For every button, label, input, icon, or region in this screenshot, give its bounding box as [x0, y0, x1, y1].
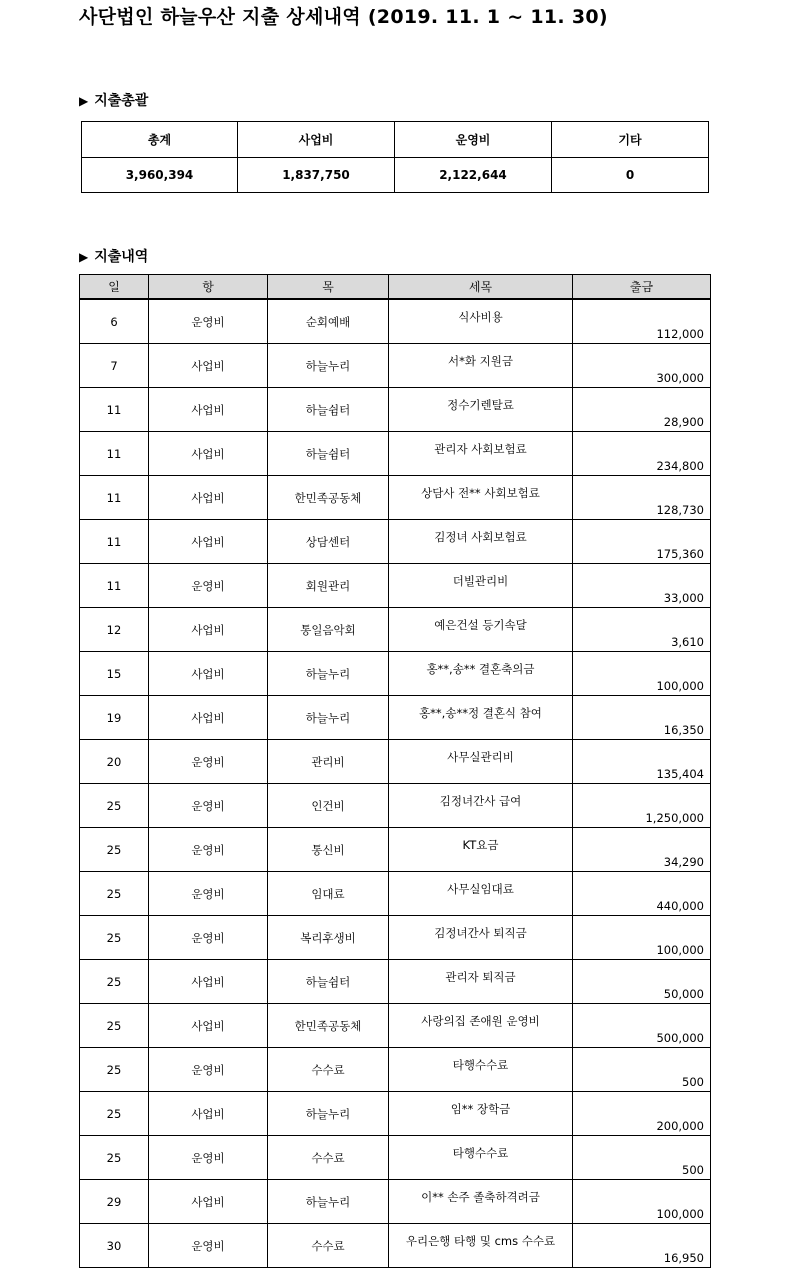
cell-day: 7 — [80, 344, 149, 388]
cell-subitem: 홍**,송** 결혼축의금 — [389, 652, 573, 696]
cell-item: 통신비 — [268, 828, 389, 872]
cell-item: 수수료 — [268, 1224, 389, 1268]
cell-category: 사업비 — [149, 476, 268, 520]
summary-header-operating: 운영비 — [395, 122, 552, 158]
cell-item: 하늘누리 — [268, 696, 389, 740]
cell-category: 사업비 — [149, 696, 268, 740]
summary-header-total: 총계 — [82, 122, 238, 158]
cell-item: 하늘쉼터 — [268, 432, 389, 476]
cell-category: 사업비 — [149, 960, 268, 1004]
cell-category: 사업비 — [149, 1004, 268, 1048]
cell-day: 25 — [80, 872, 149, 916]
cell-subitem: 사랑의집 존애원 운영비 — [389, 1004, 573, 1048]
table-row — [80, 608, 711, 652]
detail-header-subitem: 세목 — [389, 275, 573, 300]
cell-amount: 50,000 — [573, 960, 711, 1004]
cell-item: 수수료 — [268, 1048, 389, 1092]
cell-subitem: 김정녀간사 퇴직금 — [389, 916, 573, 960]
table-row — [80, 299, 711, 344]
cell-day: 30 — [80, 1224, 149, 1268]
detail-table-body — [80, 299, 711, 1268]
cell-item: 한민족공동체 — [268, 476, 389, 520]
cell-subitem: 관리자 퇴직금 — [389, 960, 573, 1004]
cell-amount: 112,000 — [573, 299, 711, 344]
table-row — [80, 1004, 711, 1048]
cell-amount: 34,290 — [573, 828, 711, 872]
page-title: 사단법인 하늘우산 지출 상세내역 (2019. 11. 1 ~ 11. 30) — [79, 6, 608, 28]
cell-day: 25 — [80, 916, 149, 960]
table-row — [80, 872, 711, 916]
cell-item: 인건비 — [268, 784, 389, 828]
cell-item: 순회예배 — [268, 299, 389, 344]
cell-day: 25 — [80, 1136, 149, 1180]
table-row — [80, 828, 711, 872]
cell-day: 25 — [80, 1004, 149, 1048]
cell-subitem: 정수기렌탈료 — [389, 388, 573, 432]
cell-subitem: 김정녀 사회보험료 — [389, 520, 573, 564]
cell-item: 하늘누리 — [268, 1092, 389, 1136]
cell-category: 운영비 — [149, 740, 268, 784]
cell-item: 수수료 — [268, 1136, 389, 1180]
table-row — [80, 520, 711, 564]
cell-subitem: 사무실관리비 — [389, 740, 573, 784]
summary-value-total: 3,960,394 — [82, 158, 238, 193]
summary-value-business: 1,837,750 — [238, 158, 395, 193]
cell-subitem: 타행수수료 — [389, 1048, 573, 1092]
table-row — [80, 432, 711, 476]
cell-day: 20 — [80, 740, 149, 784]
table-row — [80, 696, 711, 740]
cell-subitem: 식사비용 — [389, 299, 573, 344]
cell-item: 한민족공동체 — [268, 1004, 389, 1048]
table-row — [80, 564, 711, 608]
summary-header-row — [82, 122, 709, 158]
cell-item: 상담센터 — [268, 520, 389, 564]
cell-subitem: 이** 손주 졸축하격려금 — [389, 1180, 573, 1224]
cell-subitem: 사무실임대료 — [389, 872, 573, 916]
cell-day: 19 — [80, 696, 149, 740]
table-row — [80, 1180, 711, 1224]
cell-subitem: KT요금 — [389, 828, 573, 872]
cell-day: 11 — [80, 476, 149, 520]
cell-item: 복리후생비 — [268, 916, 389, 960]
summary-heading-label: 지출총괄 — [94, 93, 149, 109]
cell-day: 11 — [80, 520, 149, 564]
cell-item: 하늘쉼터 — [268, 960, 389, 1004]
detail-header-amount: 출금 — [573, 275, 711, 300]
cell-category: 운영비 — [149, 564, 268, 608]
summary-heading — [79, 90, 148, 110]
cell-amount: 16,950 — [573, 1224, 711, 1268]
cell-amount: 33,000 — [573, 564, 711, 608]
cell-subitem: 관리자 사회보험료 — [389, 432, 573, 476]
cell-day: 25 — [80, 960, 149, 1004]
cell-subitem: 예은건설 등기속달 — [389, 608, 573, 652]
cell-item: 하늘누리 — [268, 344, 389, 388]
cell-item: 통일음악회 — [268, 608, 389, 652]
cell-amount: 128,730 — [573, 476, 711, 520]
cell-amount: 16,350 — [573, 696, 711, 740]
cell-item: 하늘쉼터 — [268, 388, 389, 432]
triangle-bullet-icon: ▶ — [79, 94, 89, 108]
summary-value-row — [82, 158, 709, 193]
summary-value-other: 0 — [552, 158, 709, 193]
cell-day: 25 — [80, 1092, 149, 1136]
cell-category: 운영비 — [149, 299, 268, 344]
table-row — [80, 652, 711, 696]
table-row — [80, 1224, 711, 1268]
triangle-bullet-icon: ▶ — [79, 250, 89, 264]
cell-amount: 1,250,000 — [573, 784, 711, 828]
cell-day: 25 — [80, 784, 149, 828]
cell-category: 사업비 — [149, 432, 268, 476]
cell-amount: 440,000 — [573, 872, 711, 916]
cell-category: 사업비 — [149, 344, 268, 388]
cell-item: 관리비 — [268, 740, 389, 784]
summary-header-other: 기타 — [552, 122, 709, 158]
cell-day: 15 — [80, 652, 149, 696]
cell-category: 사업비 — [149, 1092, 268, 1136]
cell-category: 운영비 — [149, 1048, 268, 1092]
cell-category: 운영비 — [149, 784, 268, 828]
table-row — [80, 740, 711, 784]
cell-category: 운영비 — [149, 872, 268, 916]
cell-category: 운영비 — [149, 1136, 268, 1180]
cell-day: 11 — [80, 564, 149, 608]
cell-amount: 135,404 — [573, 740, 711, 784]
detail-header-day: 일 — [80, 275, 149, 300]
cell-day: 11 — [80, 388, 149, 432]
cell-amount: 500 — [573, 1048, 711, 1092]
cell-subitem: 서*화 지원금 — [389, 344, 573, 388]
cell-subitem: 임** 장학금 — [389, 1092, 573, 1136]
cell-item: 임대료 — [268, 872, 389, 916]
cell-item: 하늘누리 — [268, 652, 389, 696]
table-row — [80, 1136, 711, 1180]
table-row — [80, 784, 711, 828]
table-row — [80, 916, 711, 960]
cell-item: 하늘누리 — [268, 1180, 389, 1224]
table-row — [80, 1092, 711, 1136]
cell-day: 12 — [80, 608, 149, 652]
cell-subitem: 홍**,송**정 결혼식 참여 — [389, 696, 573, 740]
cell-subitem: 우리은행 타행 및 cms 수수료 — [389, 1224, 573, 1268]
cell-day: 25 — [80, 828, 149, 872]
cell-category: 운영비 — [149, 916, 268, 960]
cell-subitem: 상담사 전** 사회보험료 — [389, 476, 573, 520]
detail-table — [79, 274, 711, 1268]
cell-category: 사업비 — [149, 388, 268, 432]
cell-subitem: 김정녀간사 급여 — [389, 784, 573, 828]
cell-subitem: 더빌관리비 — [389, 564, 573, 608]
cell-day: 29 — [80, 1180, 149, 1224]
cell-amount: 500,000 — [573, 1004, 711, 1048]
summary-value-operating: 2,122,644 — [395, 158, 552, 193]
cell-amount: 28,900 — [573, 388, 711, 432]
detail-heading — [79, 246, 148, 266]
cell-amount: 100,000 — [573, 652, 711, 696]
cell-day: 6 — [80, 299, 149, 344]
cell-amount: 175,360 — [573, 520, 711, 564]
table-row — [80, 960, 711, 1004]
summary-table — [81, 121, 709, 193]
table-row — [80, 344, 711, 388]
cell-amount: 500 — [573, 1136, 711, 1180]
cell-subitem: 타행수수료 — [389, 1136, 573, 1180]
cell-category: 사업비 — [149, 520, 268, 564]
cell-item: 회원관리 — [268, 564, 389, 608]
detail-heading-label: 지출내역 — [94, 249, 149, 265]
cell-amount: 100,000 — [573, 916, 711, 960]
cell-day: 25 — [80, 1048, 149, 1092]
cell-amount: 300,000 — [573, 344, 711, 388]
detail-header-item: 목 — [268, 275, 389, 300]
table-row — [80, 476, 711, 520]
cell-category: 운영비 — [149, 828, 268, 872]
detail-header-category: 항 — [149, 275, 268, 300]
table-row — [80, 388, 711, 432]
cell-category: 운영비 — [149, 1224, 268, 1268]
cell-category: 사업비 — [149, 608, 268, 652]
summary-header-business: 사업비 — [238, 122, 395, 158]
cell-amount: 100,000 — [573, 1180, 711, 1224]
cell-amount: 234,800 — [573, 432, 711, 476]
table-row — [80, 1048, 711, 1092]
cell-day: 11 — [80, 432, 149, 476]
cell-category: 사업비 — [149, 1180, 268, 1224]
cell-amount: 200,000 — [573, 1092, 711, 1136]
detail-header-row — [80, 275, 711, 300]
cell-category: 사업비 — [149, 652, 268, 696]
cell-amount: 3,610 — [573, 608, 711, 652]
